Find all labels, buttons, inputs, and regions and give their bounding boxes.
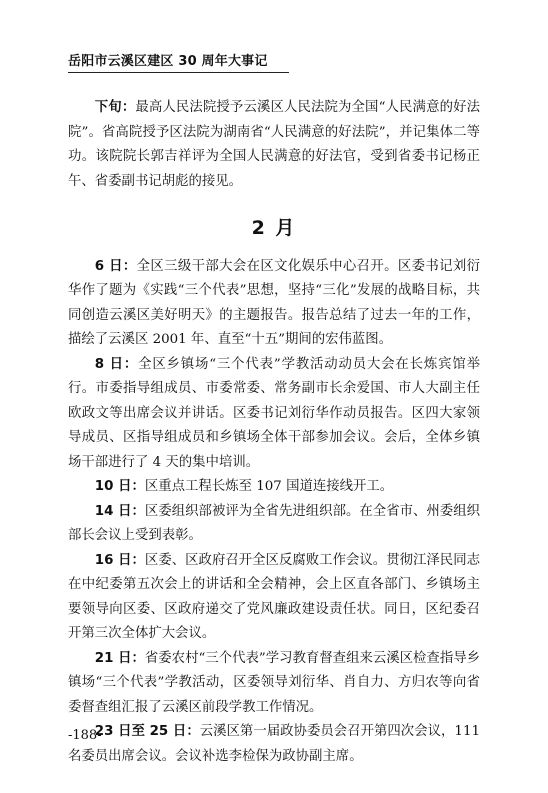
entry-paragraph (68, 647, 480, 721)
entry-paragraph (68, 96, 480, 194)
entry-date: 下旬： (94, 100, 136, 115)
entry-text: 最高人民法院授予云溪区人民法院为全国“人民满意的好法院”。省高院授予区法院为湖南省“人民满意的好法院”，并记集体二等功。该院院长郭吉祥评为全国人民满意的好法官，受到省委书记杨正午、省委副书记胡彪的接见。 (68, 100, 480, 189)
entry-text: 全区三级干部大会在区文化娱乐中心召开。区委书记刘衍华作了题为《实践“三个代表”思想，坚持“三化”发展的战略目标，共同创造云溪区美好明天》的主题报告。报告总结了过去一年的工作，描绘了云溪区 2001 年、直至“十五”期间的宏伟蓝图。 (68, 258, 481, 347)
entry-text: 区委、区政府召开全区反腐败工作会议。贯彻江泽民同志在中纪委第五次会上的讲话和全会精神，会上区直各部门、乡镇场主要领导向区委、区政府递交了党风廉政建设责任状。同日，区纪委召开第三次全体扩大会议。 (68, 552, 481, 641)
entry-date: 6 日： (94, 258, 137, 274)
entry-paragraph (68, 353, 480, 476)
entry-text: 云溪区第一届政协委员会召开第四次会议，111 名委员出席会议。会议补选李检保为政协副主席。 (68, 724, 480, 764)
entry-paragraph (68, 549, 480, 647)
entry-date: 16 日： (94, 552, 145, 568)
page-number: -188- (68, 728, 102, 743)
entry-paragraph (68, 255, 480, 353)
month-heading: 2 月 (251, 217, 297, 239)
entry-paragraph (68, 720, 480, 769)
entry-date: 8 日： (94, 356, 139, 372)
entry-date: 14 日： (94, 503, 145, 519)
entry-paragraph (68, 500, 480, 549)
entry-paragraph (68, 475, 480, 500)
entry-date: 10 日： (94, 479, 145, 494)
entry-text: 省委农村“三个代表”学习教育督查组来云溪区检查指导乡镇场“三个代表”学教活动，区委领导刘衍华、肖自力、方归农等向省委督查组汇报了云溪区前段学教工作情况。 (68, 650, 480, 715)
entry-text: 区重点工程长炼至 107 国道连接线开工。 (144, 479, 394, 494)
entry-text: 全区乡镇场“三个代表”学教活动动员大会在长炼宾馆举行。市委指导组成员、市委常委、常务副市长余爱国、市人大副主任欧政文等出席会议并讲话。区委书记刘衍华作动员报告。区四大家领导成员、区指导组成员和乡镇场全体干部参加会议。会后，全体乡镇场干部进行了 4 天的集中培训。 (68, 356, 480, 470)
page-body (68, 96, 480, 769)
entry-date: 21 日： (94, 650, 145, 666)
entry-text: 区委组织部被评为全省先进组织部。在全省市、州委组织部长会议上受到表彰。 (68, 503, 481, 543)
header-divider (68, 72, 289, 73)
running-header: 岳阳市云溪区建区 30 周年大事记 (68, 54, 268, 69)
entry-date: 23 日至 25 日： (94, 724, 200, 739)
